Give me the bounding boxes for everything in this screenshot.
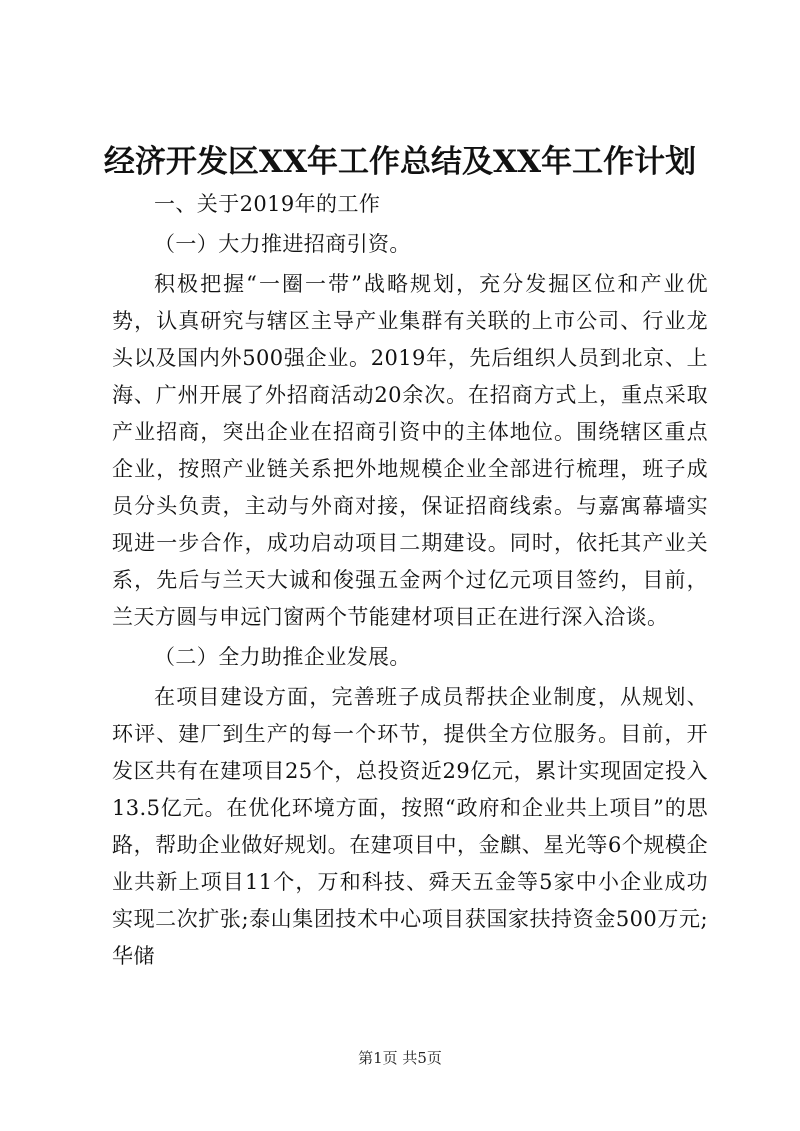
body-paragraph: 积极把握“一圈一带”战略规划，充分发掘区位和产业优势，认真研究与辖区主导产业集群有关联的上市公司、行业龙头以及国内外500强企业。2019年，先后组织人员到北京、上海、广州开展了外招商活动20余次。在招商方式上，重点采取产业招商，突出企业在招商引资中的主体地位。围绕辖区重点企业，按照产业链关系把外地规模企业全部进行梳理，班子成员分头负责，主动与外商对接，保证招商线索。与嘉寓幕墙实现进一步合作，成功启动项目二期建设。同时，依托其产业关系，先后与兰天大诚和俊强五金两个过亿元项目签约，目前，兰天方圆与申远门窗两个节能建材项目正在进行深入洽谈。	[112, 272, 708, 629]
subsection-heading: （二）全力助推企业发展。	[154, 645, 411, 669]
document-body	[112, 186, 708, 975]
section-heading: 一、关于2019年的工作	[154, 192, 381, 216]
page-number: 第1页 共5页	[358, 1049, 442, 1067]
body-paragraph: 在项目建设方面，完善班子成员帮扶企业制度，从规划、环评、建厂到生产的每一个环节，提供全方位服务。目前，开发区共有在建项目25个，总投资近29亿元，累计实现固定投入13.5亿元。在优化环境方面，按照“政府和企业共上项目”的思路，帮助企业做好规划。在建项目中，金麒、星光等6个规模企业共新上项目11个，万和科技、舜天五金等5家中小企业成功实现二次扩张;泰山集团技术中心项目获国家扶持资金500万元;华储	[112, 685, 708, 968]
document-title: 经济开发区XX年工作总结及XX年工作计划	[103, 144, 697, 180]
subsection-heading: （一）大力推进招商引资。	[154, 232, 411, 256]
